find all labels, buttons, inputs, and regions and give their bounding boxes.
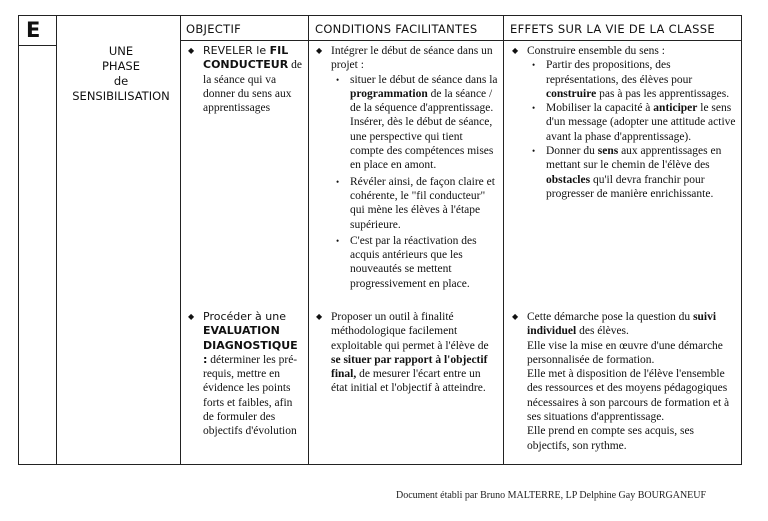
objectif-cell-2 bbox=[186, 310, 304, 439]
effets-subitem: • Donner du sens aux apprentissages en mettant sur le chemin de l'élève des obstacles qu'il devra franchir pour progresser de manière enrichissante. bbox=[532, 145, 722, 200]
conditions-item: ◆ Proposer un outil à finalité méthodologique facilement exploitable qui permet à l'élève de se situer par rapport à l'objectif final, de mesurer l'écart entre un état initial et l'objectif à atteindre. bbox=[316, 311, 489, 395]
effets-subitem: • Partir des propositions, des représentations, des élèves pour construire pas à pas les apprentissages. bbox=[532, 59, 730, 100]
effets-paragraph: Elle vise la mise en œuvre d'une démarche personnalisée de formation. bbox=[527, 339, 723, 366]
conditions-subitem: • situer le début de séance dans la programmation de la séance / de la séquence d'apprentissage. bbox=[336, 73, 498, 115]
diamond-bullet-icon: ◆ bbox=[316, 312, 323, 321]
conditions-item: ◆ Intégrer le début de séance dans un projet : bbox=[316, 45, 493, 72]
row-title bbox=[60, 44, 182, 104]
objectif-item: ◆ REVELER le FIL CONDUCTEUR de la séance qui va donner du sens aux apprentissages bbox=[188, 44, 302, 115]
effets-subitem: • Mobiliser la capacité à anticiper le sens d'un message (adopter une attitude active avant la phase d'apprentissage). bbox=[532, 102, 736, 143]
header-conditions: CONDITIONS FACILITANTES bbox=[315, 22, 478, 36]
dot-bullet-icon: • bbox=[336, 74, 340, 85]
objectif-item: ◆ Procéder à une EVALUATION DIAGNOSTIQUE : déterminer les pré-requis, mettre en évidence les points forts et faibles, afin de formuler des objectifs d'évolution bbox=[188, 310, 298, 438]
row-title-line: SENSIBILISATION bbox=[72, 89, 170, 103]
diamond-bullet-icon: ◆ bbox=[512, 46, 519, 55]
header-effets: EFFETS SUR LA VIE DE LA CLASSE bbox=[510, 22, 715, 36]
conditions-subitem: • C'est par la réactivation des acquis antérieurs que les nouveautés se mettent progressivement en place. bbox=[336, 234, 477, 290]
section-letter: E bbox=[26, 18, 41, 42]
dot-bullet-icon: • bbox=[532, 103, 536, 114]
effets-item: ◆ Cette démarche pose la question du suivi individuel des élèves. bbox=[512, 311, 717, 338]
conditions-cell-1 bbox=[314, 44, 498, 291]
effets-paragraph: Elle prend en compte ses acquis, ses objectifs, son rythme. bbox=[527, 425, 695, 452]
conditions-paragraph: Insérer, dès le début de séance, une perspective qui tient compte des compétences mises en place en amont. bbox=[350, 116, 494, 172]
row-title-line: UNE bbox=[108, 44, 134, 58]
diamond-bullet-icon: ◆ bbox=[512, 312, 519, 321]
dot-bullet-icon: • bbox=[532, 146, 536, 157]
conditions-subitem: • Révéler ainsi, de façon claire et cohérente, le "fil conducteur" qui mène les élèves à l'étape supérieure. bbox=[336, 175, 495, 231]
effets-paragraph: Elle met à disposition de l'élève l'ensemble des ressources et des moyens pédagogiques nécessaires à son parcours de formation et à ses situations d'apprentissage. bbox=[527, 368, 730, 424]
objectif-cell-1 bbox=[186, 44, 304, 115]
effets-item: ◆ Construire ensemble du sens : bbox=[512, 45, 665, 57]
diamond-bullet-icon: ◆ bbox=[188, 312, 195, 321]
header-objectif: OBJECTIF bbox=[186, 22, 242, 36]
conditions-cell-2 bbox=[314, 310, 498, 396]
document-footer: Document établi par Bruno MALTERRE, LP Delphine Gay BOURGANEUF bbox=[396, 490, 707, 501]
row-title-line: PHASE bbox=[101, 59, 140, 73]
dot-bullet-icon: • bbox=[336, 235, 340, 246]
diamond-bullet-icon: ◆ bbox=[316, 46, 323, 55]
row-title-line: de bbox=[113, 74, 129, 88]
dot-bullet-icon: • bbox=[336, 176, 340, 187]
effets-cell-1 bbox=[510, 44, 736, 201]
diamond-bullet-icon: ◆ bbox=[188, 46, 195, 55]
dot-bullet-icon: • bbox=[532, 60, 536, 71]
effets-cell-2 bbox=[510, 310, 736, 453]
